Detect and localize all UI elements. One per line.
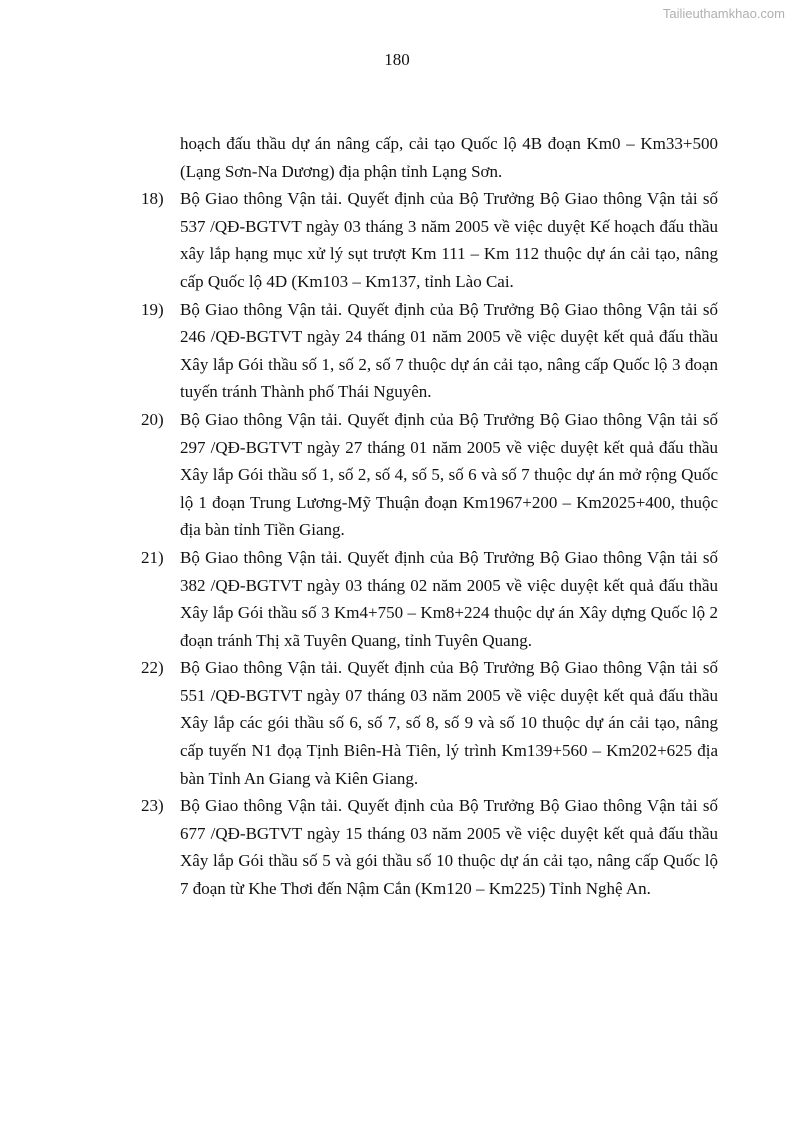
list-item-text: Bộ Giao thông Vận tải. Quyết định của Bộ Trưởng Bộ Giao thông Vận tải số 246 /QĐ-BGTVT ngày 24 tháng 01 năm 2005 về việc duyệt kết quả đấu thầu Xây lắp Gói thầu số 1, số 2, số 7 thuộc dự án cải tạo, nâng cấp Quốc lộ 3 đoạn tuyến tránh Thành phố Thái Nguyên. xyxy=(180,299,718,402)
continued-paragraph: hoạch đấu thầu dự án nâng cấp, cải tạo Quốc lộ 4B đoạn Km0 – Km33+500 (Lạng Sơn-Na Dương) địa phận tỉnh Lạng Sơn. xyxy=(180,134,718,181)
list-item-text: Bộ Giao thông Vận tải. Quyết định của Bộ Trưởng Bộ Giao thông Vận tải số 382 /QĐ-BGTVT ngày 03 tháng 02 năm 2005 về việc duyệt kết quả đấu thầu Xây lắp Gói thầu số 3 Km4+750 – Km8+224 thuộc dự án Xây dựng Quốc lộ 2 đoạn tránh Thị xã Tuyên Quang, tỉnh Tuyên Quang. xyxy=(180,547,718,650)
list-item-number: 18) xyxy=(141,189,164,209)
list-item-text: Bộ Giao thông Vận tải. Quyết định của Bộ Trưởng Bộ Giao thông Vận tải số 551 /QĐ-BGTVT ngày 07 tháng 03 năm 2005 về việc duyệt kết quả đấu thầu Xây lắp các gói thầu số 6, số 7, số 8, số 9 và số 10 thuộc dự án cải tạo, nâng cấp tuyến N1 đọạ Tịnh Biên-Hà Tiên, lý trình Km139+560 – Km202+625 địa bàn Tỉnh An Giang và Kiên Giang. xyxy=(180,658,718,788)
list-item-number: 22) xyxy=(141,658,164,678)
list-item-20 xyxy=(141,406,718,544)
list-item-18 xyxy=(141,185,718,295)
list-item-number: 20) xyxy=(141,409,164,429)
list-item-number: 19) xyxy=(141,299,164,319)
list-item-23 xyxy=(141,792,718,902)
list-item-19 xyxy=(141,296,718,406)
list-item-text: Bộ Giao thông Vận tải. Quyết định của Bộ Trưởng Bộ Giao thông Vận tải số 537 /QĐ-BGTVT ngày 03 tháng 3 năm 2005 về việc duyệt Kế hoạch đấu thầu xây lắp hạng mục xử lý sụt trượt Km 111 – Km 112 thuộc dự án cải tạo, nâng cấp Quốc lộ 4D (Km103 – Km137, tỉnh Lào Cai. xyxy=(180,189,718,291)
list-item-text: Bộ Giao thông Vận tải. Quyết định của Bộ Trưởng Bộ Giao thông Vận tải số 297 /QĐ-BGTVT ngày 27 tháng 01 năm 2005 về việc duyệt kết quả đấu thầu Xây lắp Gói thầu số 1, số 2, số 4, số 5, số 6 và số 7 thuộc dự án mở rộng Quốc lộ 1 đoạn Trung Lương-Mỹ Thuận đoạn Km1967+200 – Km2025+400, thuộc địa bàn tỉnh Tiền Giang. xyxy=(180,409,718,540)
list-item-number: 23) xyxy=(141,796,164,816)
list-item-number: 21) xyxy=(141,547,164,567)
watermark: Tailieuthamkhao.com xyxy=(662,6,785,21)
list-item-22 xyxy=(141,654,718,792)
page-number: 180 xyxy=(384,50,410,69)
reference-list xyxy=(141,130,718,903)
list-item-text: Bộ Giao thông Vận tải. Quyết định của Bộ Trưởng Bộ Giao thông Vận tải số 677 /QĐ-BGTVT ngày 15 tháng 03 năm 2005 về việc duyệt kết quả đấu thầu Xây lắp Gói thầu số 5 và gói thầu số 10 thuộc dự án cải tạo, nâng cấp Quốc lộ 7 đoạn từ Khe Thơi đến Nậm Cắn (Km120 – Km225) Tỉnh Nghệ An. xyxy=(180,796,718,899)
list-item-21 xyxy=(141,544,718,654)
